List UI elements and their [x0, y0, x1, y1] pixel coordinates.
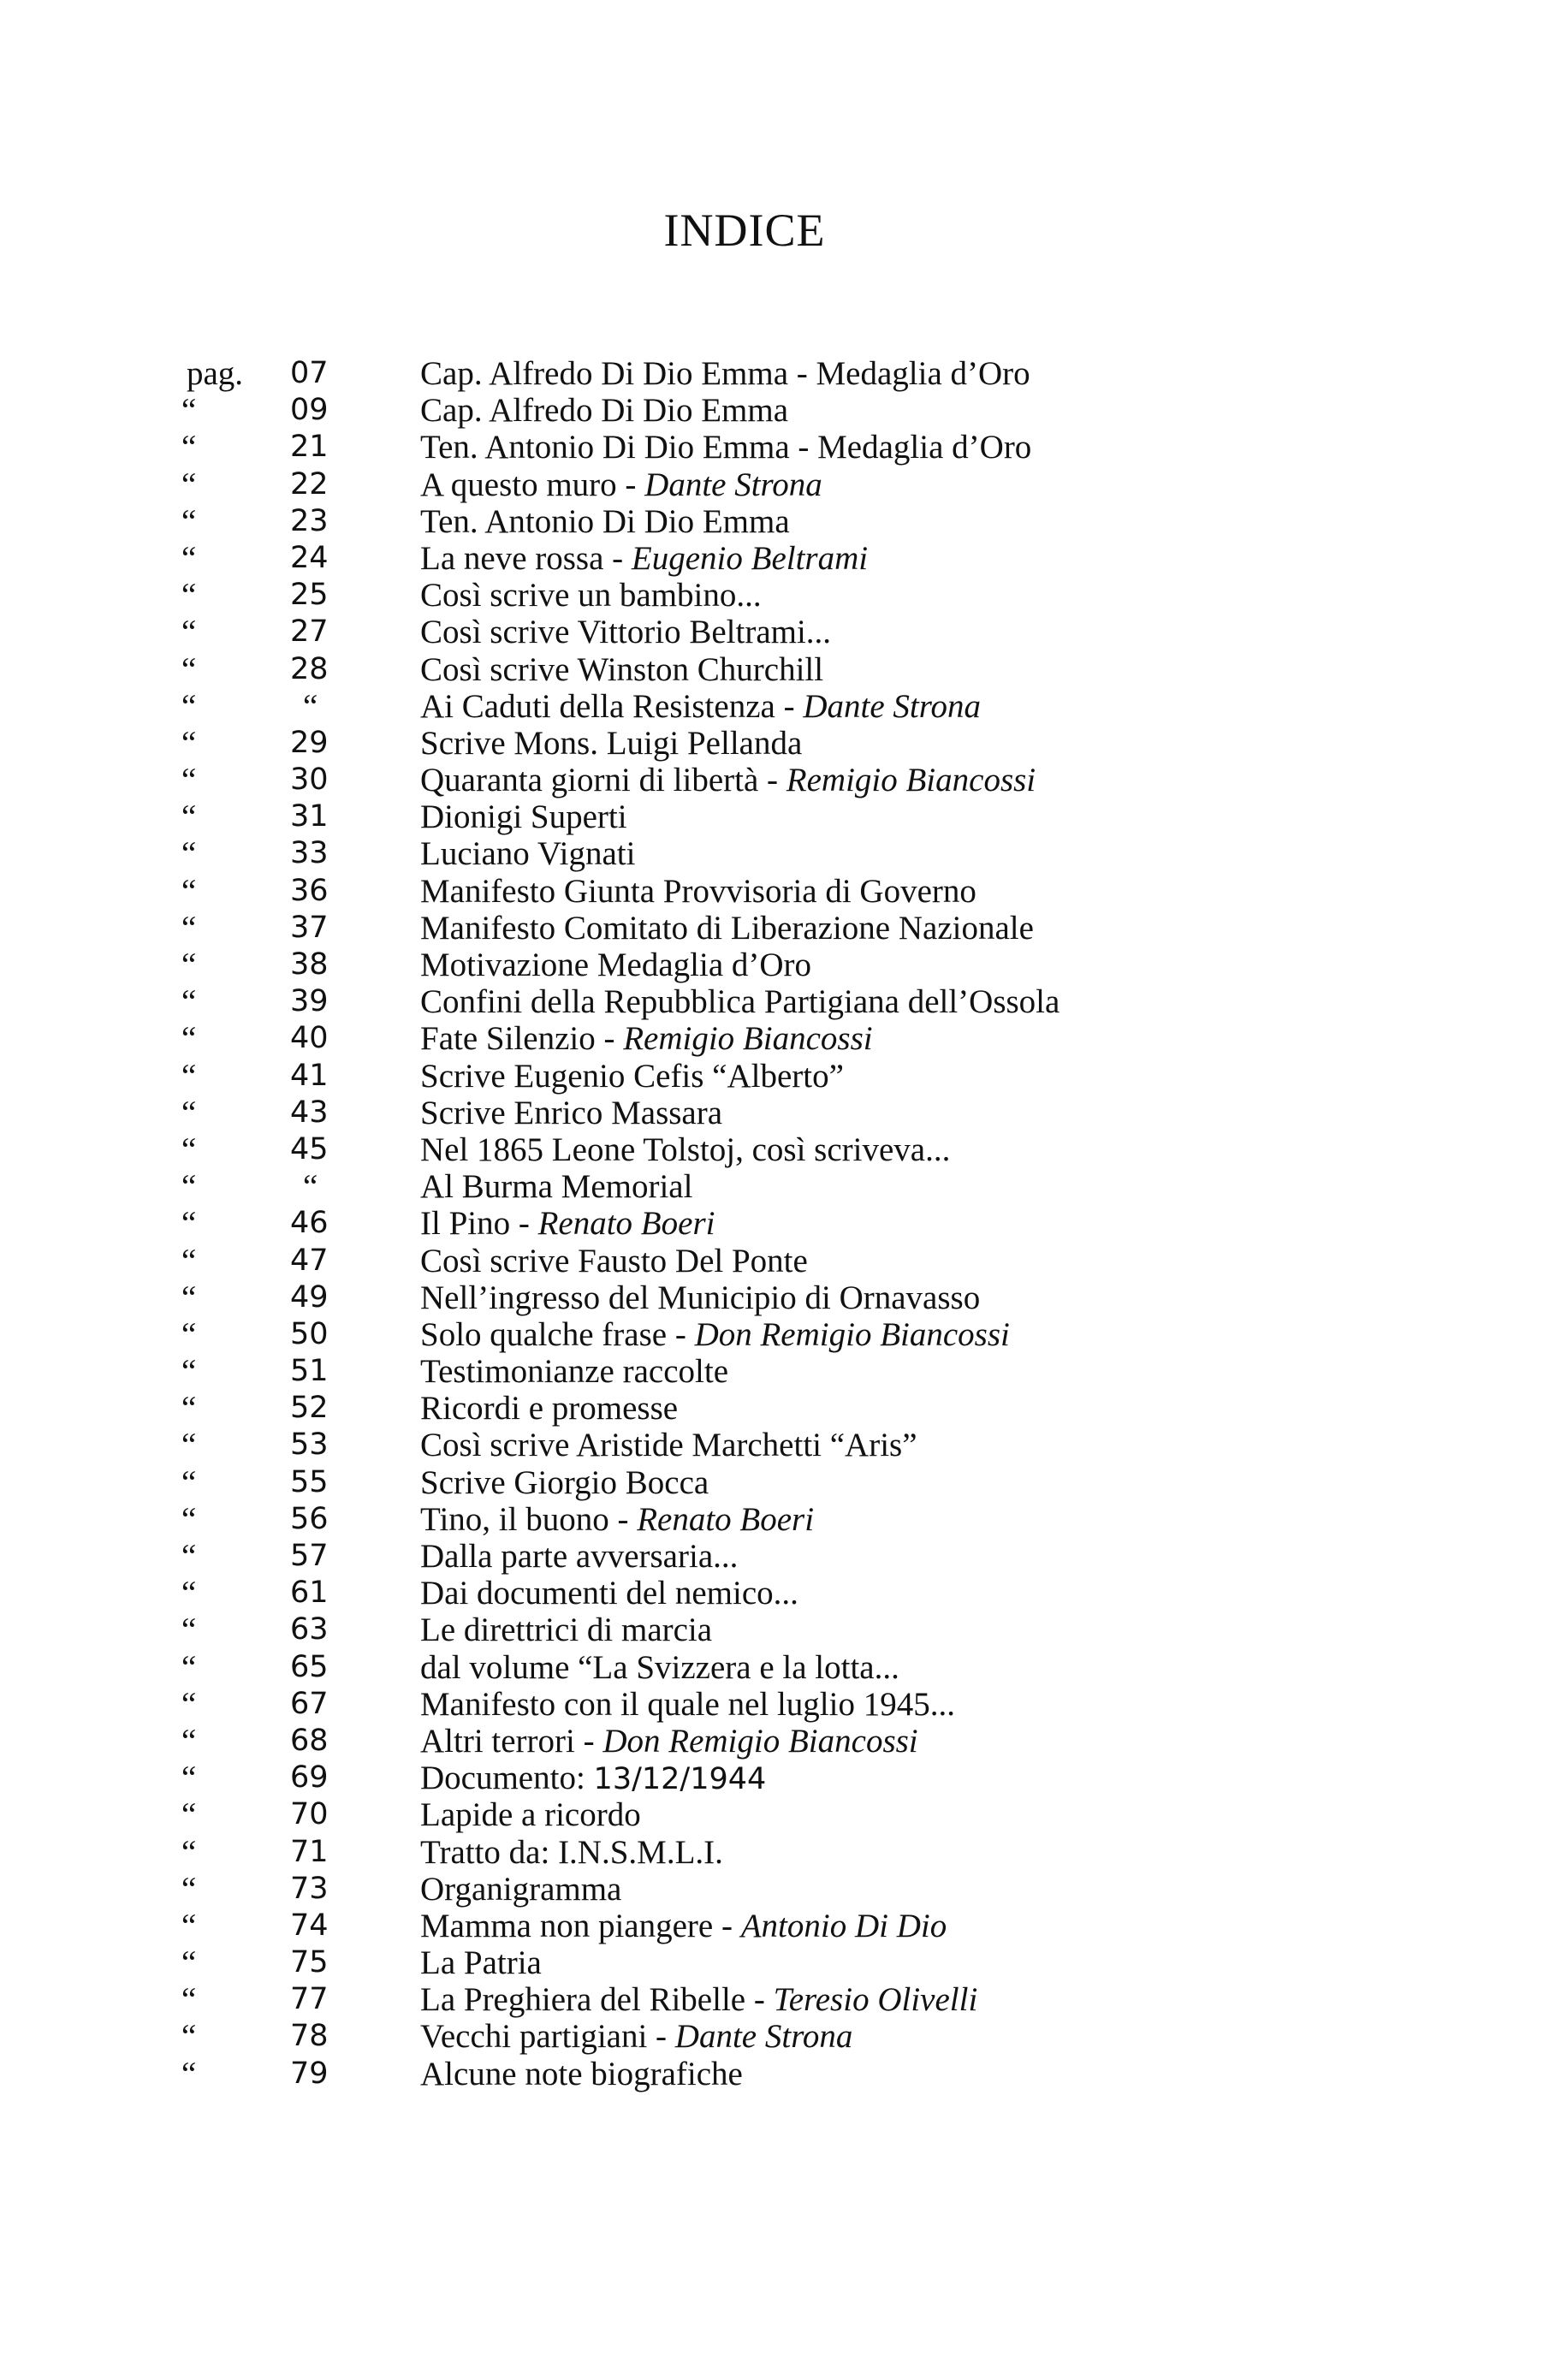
toc-entry-author: Renato Boeri — [537, 1205, 715, 1243]
toc-page-number: “ — [303, 687, 318, 725]
toc-entry — [0, 1279, 1567, 1316]
toc-entry — [0, 983, 1567, 1020]
toc-label: “ — [181, 872, 197, 910]
toc-label: “ — [181, 1870, 197, 1908]
toc-entry-text: Motivazione Medaglia d’Oro — [420, 947, 812, 983]
toc-label: “ — [181, 724, 197, 762]
toc-entry — [0, 1981, 1567, 2018]
toc-entry-author: Dante Strona — [674, 2018, 853, 2056]
toc-entry-text: Il Pino - — [420, 1205, 538, 1243]
toc-entry-text: Luciano Vignati — [420, 835, 636, 873]
toc-label: “ — [181, 1796, 197, 1834]
toc-entry-title — [420, 429, 1031, 466]
toc-page-number: 74 — [290, 1908, 329, 1943]
toc-entry-text: Tratto da: I.N.S.M.L.I. — [420, 1833, 723, 1871]
toc-entry-text: Organigramma — [420, 1870, 622, 1908]
toc-entry-author: Teresio Olivelli — [773, 1981, 978, 2019]
toc-entry-author: Eugenio Beltrami — [631, 539, 869, 577]
toc-entry-title — [420, 873, 976, 910]
toc-entry — [0, 1205, 1567, 1242]
toc-entry-title — [420, 1058, 844, 1095]
toc-entry — [0, 1243, 1567, 1279]
toc-entry — [0, 540, 1567, 577]
toc-entry-text: Manifesto Giunta Provvisoria di Governo — [420, 872, 976, 910]
toc-page-number: 77 — [290, 1982, 329, 2017]
toc-page-number: 41 — [290, 1058, 329, 1093]
page-title: INDICE — [663, 205, 826, 256]
toc-entry-author: Remigio Biancossi — [786, 762, 1036, 799]
toc-entry-text: Così scrive Vittorio Beltrami... — [420, 614, 832, 651]
toc-entry-title — [420, 651, 823, 688]
toc-entry-text: Documento: — [420, 1760, 594, 1797]
toc-label: “ — [181, 1242, 197, 1279]
toc-entry-text: Fate Silenzio - — [420, 1020, 624, 1058]
toc-entry-title — [420, 1279, 980, 1316]
toc-page-number: 28 — [290, 651, 329, 686]
toc-entry-text: Mamma non piangere - — [420, 1907, 741, 1944]
toc-label: “ — [181, 1057, 197, 1095]
toc-entry-text: Dionigi Superti — [420, 798, 627, 836]
toc-entry — [0, 835, 1567, 872]
toc-label: “ — [181, 1353, 197, 1391]
toc-entry-text: Cap. Alfredo Di Dio Emma - Medaglia d’Oro — [420, 355, 1030, 392]
toc-entry-author: Don Remigio Biancossi — [694, 1315, 1010, 1353]
toc-entry-text: La neve rossa - — [420, 539, 632, 577]
toc-entry — [0, 2056, 1567, 2092]
toc-page-number: 49 — [290, 1279, 329, 1315]
toc-label: “ — [181, 983, 197, 1021]
toc-entry — [0, 1796, 1567, 1833]
toc-entry — [0, 503, 1567, 540]
toc-label: “ — [181, 1279, 197, 1316]
toc-page-number: 71 — [290, 1834, 329, 1869]
toc-label: “ — [181, 577, 197, 614]
toc-entry — [0, 355, 1567, 392]
toc-entry-title — [420, 1686, 955, 1723]
toc-label: “ — [181, 1611, 197, 1649]
toc-entry-text: Nell’ingresso del Municipio di Ornavasso — [420, 1279, 981, 1316]
toc-entry-title — [420, 1243, 808, 1279]
toc-entry-text: Così scrive Fausto Del Ponte — [420, 1242, 808, 1279]
toc-label: “ — [181, 1427, 197, 1464]
toc-label: “ — [181, 502, 197, 540]
toc-entry — [0, 2018, 1567, 2055]
toc-entry-text: Cap. Alfredo Di Dio Emma — [420, 392, 789, 430]
toc-entry-title — [420, 1168, 692, 1205]
toc-label: “ — [181, 2055, 197, 2092]
toc-entry-text: Nel 1865 Leone Tolstoj, così scriveva... — [420, 1131, 951, 1168]
toc-entry — [0, 1020, 1567, 1057]
toc-page-number: 22 — [290, 466, 329, 502]
toc-entry-text: Testimonianze raccolte — [420, 1353, 729, 1391]
toc-entry-text: Scrive Mons. Luigi Pellanda — [420, 724, 803, 762]
toc-label: “ — [181, 798, 197, 836]
toc-page-number: 24 — [290, 540, 329, 575]
toc-entry — [0, 1723, 1567, 1760]
toc-entry-text: Confini della Repubblica Partigiana dell’Ossola — [420, 983, 1060, 1021]
toc-entry — [0, 651, 1567, 688]
toc-page-number: 23 — [290, 503, 329, 538]
toc-entry — [0, 1095, 1567, 1131]
toc-label: “ — [181, 1760, 197, 1797]
toc-entry-title — [420, 540, 868, 577]
toc-entry-text: Tino, il buono - — [420, 1500, 638, 1538]
toc-entry-title — [420, 1796, 641, 1833]
toc-entry-author: Dante Strona — [803, 687, 981, 725]
toc-label: “ — [181, 650, 197, 688]
toc-label: “ — [181, 539, 197, 577]
toc-entry — [0, 1058, 1567, 1095]
toc-page-number: 21 — [290, 430, 329, 465]
toc-entry-text: Così scrive un bambino... — [420, 577, 762, 614]
toc-entry — [0, 688, 1567, 725]
toc-label: “ — [181, 762, 197, 799]
toc-entry-title — [420, 1723, 918, 1760]
table-of-contents — [0, 355, 1567, 2092]
toc-label: “ — [181, 1131, 197, 1168]
toc-entry — [0, 1501, 1567, 1538]
toc-entry — [0, 1649, 1567, 1686]
toc-entry-text: Altri terrori - — [420, 1722, 603, 1760]
toc-entry-author: Antonio Di Dio — [740, 1907, 947, 1944]
toc-entry-author: Renato Boeri — [637, 1500, 815, 1538]
toc-page-number: 68 — [290, 1723, 329, 1758]
toc-entry-date: 13/12/1944 — [593, 1762, 767, 1797]
toc-entry-author: Dante Strona — [644, 466, 822, 503]
toc-label: “ — [181, 429, 197, 466]
toc-entry-title — [420, 1464, 709, 1501]
toc-label: “ — [181, 687, 197, 725]
toc-entry-title — [420, 947, 811, 983]
toc-label: “ — [181, 1648, 197, 1686]
toc-entry — [0, 1686, 1567, 1723]
toc-entry — [0, 1464, 1567, 1501]
toc-entry-title — [420, 1981, 977, 2018]
toc-page-number: 39 — [290, 984, 329, 1019]
toc-page-number: 30 — [290, 763, 329, 798]
toc-page-number: 61 — [290, 1576, 329, 1611]
toc-entry — [0, 1131, 1567, 1168]
toc-label: pag. — [187, 355, 244, 392]
toc-entry — [0, 798, 1567, 835]
toc-entry-title — [420, 503, 790, 540]
toc-entry — [0, 762, 1567, 798]
toc-page-number: 38 — [290, 947, 329, 982]
toc-entry — [0, 1427, 1567, 1463]
toc-entry-text: Lapide a ricordo — [420, 1796, 641, 1834]
toc-entry-title — [420, 2018, 852, 2055]
toc-entry-title — [420, 1427, 917, 1463]
toc-entry-title — [420, 1353, 728, 1390]
toc-entry — [0, 1538, 1567, 1575]
toc-page-number: 55 — [290, 1464, 329, 1499]
toc-entry-text: Quaranta giorni di libertà - — [420, 762, 786, 799]
toc-label: “ — [181, 1722, 197, 1760]
toc-entry — [0, 1575, 1567, 1611]
toc-entry-title — [420, 1205, 715, 1242]
toc-label: “ — [181, 1500, 197, 1538]
toc-entry — [0, 1353, 1567, 1390]
toc-page-number: 25 — [290, 578, 329, 613]
toc-entry-text: Manifesto con il quale nel luglio 1945... — [420, 1685, 955, 1723]
toc-page-number: 69 — [290, 1760, 329, 1795]
toc-entry-title — [420, 2056, 743, 2092]
toc-entry-text: Solo qualche frase - — [420, 1315, 695, 1353]
toc-entry-text: Dalla parte avversaria... — [420, 1538, 739, 1575]
toc-entry-title — [420, 798, 627, 835]
toc-page-number: 57 — [290, 1539, 329, 1573]
toc-entry-author: Don Remigio Biancossi — [602, 1722, 918, 1760]
toc-label: “ — [181, 1575, 197, 1612]
toc-label: “ — [181, 1833, 197, 1871]
toc-page-number: 46 — [290, 1206, 329, 1241]
toc-entry-text: Così scrive Aristide Marchetti “Aris” — [420, 1427, 917, 1464]
toc-entry-text: Le direttrici di marcia — [420, 1611, 713, 1649]
toc-entry — [0, 1316, 1567, 1353]
toc-entry — [0, 577, 1567, 614]
toc-page-number: “ — [303, 1168, 318, 1206]
toc-page-number: 37 — [290, 910, 329, 945]
toc-entry-text: Scrive Eugenio Cefis “Alberto” — [420, 1057, 844, 1095]
toc-page-number: 78 — [290, 2019, 329, 2054]
toc-entry-title — [420, 614, 831, 650]
toc-entry-title — [420, 1611, 712, 1648]
toc-entry — [0, 1390, 1567, 1427]
toc-page-number: 52 — [290, 1391, 329, 1426]
toc-page-number: 65 — [290, 1649, 329, 1684]
toc-label: “ — [181, 947, 197, 983]
toc-label: “ — [181, 1907, 197, 1944]
toc-entry-title — [420, 1095, 722, 1131]
toc-label: “ — [181, 1390, 197, 1427]
toc-entry-author: Remigio Biancossi — [623, 1020, 873, 1058]
toc-entry-text: Alcune note biografiche — [420, 2055, 743, 2092]
toc-page-number: 79 — [290, 2056, 329, 2091]
toc-entry-title — [420, 1760, 766, 1798]
toc-entry — [0, 429, 1567, 466]
toc-entry — [0, 1871, 1567, 1908]
toc-entry-title — [420, 1908, 947, 1944]
toc-label: “ — [181, 835, 197, 873]
toc-label: “ — [181, 466, 197, 503]
toc-page-number: 29 — [290, 725, 329, 760]
toc-entry-title — [420, 392, 788, 429]
toc-page-number: 51 — [290, 1354, 329, 1389]
toc-label: “ — [181, 1538, 197, 1575]
toc-entry-title — [420, 688, 981, 725]
toc-entry-title — [420, 1834, 723, 1871]
toc-label: “ — [181, 2018, 197, 2056]
toc-page-number: 09 — [290, 393, 329, 428]
toc-entry — [0, 947, 1567, 983]
toc-entry-title — [420, 466, 822, 503]
toc-entry-title — [420, 355, 1030, 392]
toc-entry-text: Ten. Antonio Di Dio Emma — [420, 502, 790, 540]
toc-entry-text: Ricordi e promesse — [420, 1390, 679, 1427]
toc-page-number: 33 — [290, 836, 329, 871]
toc-page-number: 27 — [290, 614, 329, 650]
toc-label: “ — [181, 1981, 197, 2019]
toc-entry-title — [420, 577, 762, 614]
toc-entry — [0, 725, 1567, 762]
toc-entry-text: Vecchi partigiani - — [420, 2018, 675, 2056]
toc-entry — [0, 614, 1567, 650]
toc-entry-text: Scrive Enrico Massara — [420, 1094, 723, 1131]
toc-entry — [0, 1611, 1567, 1648]
toc-page-number: 36 — [290, 873, 329, 908]
toc-page-number: 63 — [290, 1612, 329, 1647]
toc-entry-title — [420, 1649, 899, 1686]
toc-page-number: 70 — [290, 1797, 329, 1832]
toc-label: “ — [181, 392, 197, 430]
toc-entry-title — [420, 1871, 621, 1908]
toc-entry-text: Così scrive Winston Churchill — [420, 650, 824, 688]
toc-entry — [0, 1944, 1567, 1981]
toc-entry-title — [420, 1538, 738, 1575]
toc-entry — [0, 392, 1567, 429]
toc-label: “ — [181, 1463, 197, 1501]
toc-label: “ — [181, 1315, 197, 1353]
toc-entry-text: Al Burma Memorial — [420, 1168, 693, 1206]
toc-label: “ — [181, 1168, 197, 1206]
toc-entry-title — [420, 725, 802, 762]
toc-entry-title — [420, 1316, 1010, 1353]
toc-entry-title — [420, 1944, 542, 1981]
toc-page-number: 07 — [290, 356, 329, 390]
toc-entry-title — [420, 910, 1034, 947]
toc-entry-text: Ai Caduti della Resistenza - — [420, 687, 804, 725]
toc-entry-text: Dai documenti del nemico... — [420, 1575, 798, 1612]
toc-label: “ — [181, 1205, 197, 1243]
toc-page-number: 31 — [290, 799, 329, 834]
toc-label: “ — [181, 1685, 197, 1723]
toc-entry-title — [420, 1575, 798, 1611]
toc-page-number: 40 — [290, 1021, 329, 1056]
toc-entry — [0, 466, 1567, 503]
toc-page-number: 56 — [290, 1501, 329, 1536]
toc-entry — [0, 910, 1567, 947]
toc-label: “ — [181, 1094, 197, 1131]
toc-entry-title — [420, 1131, 950, 1168]
toc-entry-text: Manifesto Comitato di Liberazione Nazionale — [420, 909, 1034, 947]
toc-entry-text: A questo muro - — [420, 466, 645, 503]
toc-label: “ — [181, 1944, 197, 1982]
toc-entry-text: Ten. Antonio Di Dio Emma - Medaglia d’Oro — [420, 429, 1032, 466]
toc-label: “ — [181, 909, 197, 947]
toc-page-number: 47 — [290, 1243, 329, 1278]
toc-entry — [0, 1834, 1567, 1871]
toc-entry — [0, 1168, 1567, 1205]
toc-entry-text: La Preghiera del Ribelle - — [420, 1981, 774, 2019]
toc-page-number: 43 — [290, 1095, 329, 1130]
toc-entry-title — [420, 835, 635, 872]
toc-label: “ — [181, 1020, 197, 1058]
toc-entry — [0, 873, 1567, 910]
toc-entry-text: dal volume “La Svizzera e la lotta... — [420, 1648, 899, 1686]
toc-page-number: 50 — [290, 1316, 329, 1351]
toc-entry — [0, 1908, 1567, 1944]
toc-entry — [0, 1760, 1567, 1796]
toc-page-number: 73 — [290, 1871, 329, 1906]
toc-page-number: 75 — [290, 1945, 329, 1980]
toc-entry-title — [420, 1390, 678, 1427]
toc-entry-title — [420, 762, 1036, 798]
toc-entry-title — [420, 1501, 814, 1538]
toc-page-number: 53 — [290, 1427, 329, 1463]
toc-entry-title — [420, 983, 1060, 1020]
toc-entry-title — [420, 1020, 873, 1057]
toc-entry-text: La Patria — [420, 1944, 542, 1982]
toc-entry-text: Scrive Giorgio Bocca — [420, 1463, 709, 1501]
toc-page-number: 45 — [290, 1131, 329, 1166]
toc-page-number: 67 — [290, 1686, 329, 1721]
toc-label: “ — [181, 614, 197, 651]
